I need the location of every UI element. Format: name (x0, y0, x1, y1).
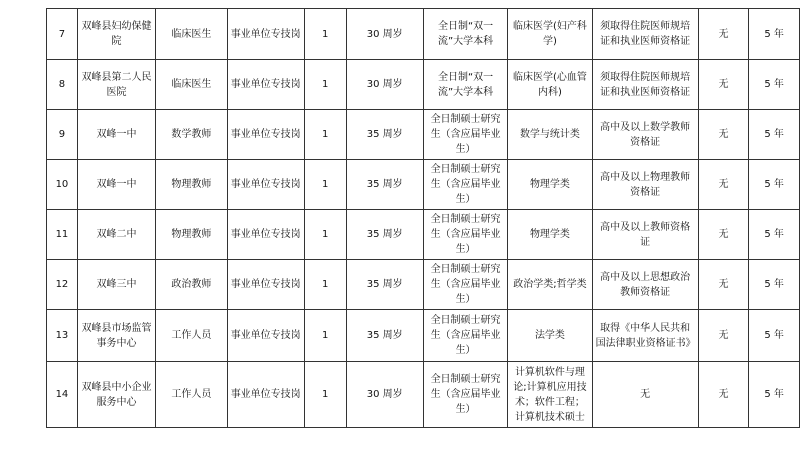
cell-service-period: 5 年 (749, 60, 800, 110)
cell-other-requirement: 无 (698, 362, 749, 428)
cell-qualification: 高中及以上教师资格证 (592, 210, 698, 260)
cell-other-requirement: 无 (698, 160, 749, 210)
cell-row-number: 10 (47, 160, 78, 210)
cell-employer: 双峰县妇幼保健院 (77, 9, 155, 60)
cell-qualification: 无 (592, 362, 698, 428)
cell-education: 全日制硕士研究生（含应届毕业生） (423, 310, 507, 362)
cell-row-number: 11 (47, 210, 78, 260)
cell-post-type: 事业单位专技岗 (227, 260, 304, 310)
cell-employer: 双峰三中 (77, 260, 155, 310)
cell-education: 全日制硕士研究生（含应届毕业生） (423, 210, 507, 260)
cell-age-limit: 35 周岁 (346, 260, 423, 310)
cell-employer: 双峰县市场监管事务中心 (77, 310, 155, 362)
cell-position: 物理教师 (156, 210, 227, 260)
cell-headcount: 1 (304, 362, 346, 428)
cell-post-type: 事业单位专技岗 (227, 210, 304, 260)
table-row (47, 60, 800, 110)
cell-other-requirement: 无 (698, 310, 749, 362)
cell-age-limit: 35 周岁 (346, 110, 423, 160)
cell-service-period: 5 年 (749, 210, 800, 260)
cell-other-requirement: 无 (698, 110, 749, 160)
cell-service-period: 5 年 (749, 362, 800, 428)
cell-age-limit: 30 周岁 (346, 60, 423, 110)
cell-age-limit: 35 周岁 (346, 210, 423, 260)
cell-post-type: 事业单位专技岗 (227, 60, 304, 110)
cell-position: 物理教师 (156, 160, 227, 210)
table-row (47, 362, 800, 428)
cell-position: 数学教师 (156, 110, 227, 160)
cell-row-number: 8 (47, 60, 78, 110)
table-body (47, 9, 800, 428)
table-row (47, 110, 800, 160)
cell-employer: 双峰县中小企业服务中心 (77, 362, 155, 428)
cell-post-type: 事业单位专技岗 (227, 160, 304, 210)
cell-major: 法学类 (508, 310, 592, 362)
table-row (47, 260, 800, 310)
cell-age-limit: 35 周岁 (346, 160, 423, 210)
cell-headcount: 1 (304, 210, 346, 260)
cell-major: 物理学类 (508, 210, 592, 260)
cell-other-requirement: 无 (698, 260, 749, 310)
cell-other-requirement: 无 (698, 60, 749, 110)
cell-age-limit: 30 周岁 (346, 9, 423, 60)
cell-major: 政治学类;哲学类 (508, 260, 592, 310)
cell-row-number: 9 (47, 110, 78, 160)
table-row (47, 9, 800, 60)
cell-employer: 双峰一中 (77, 110, 155, 160)
cell-qualification: 高中及以上思想政治教师资格证 (592, 260, 698, 310)
cell-service-period: 5 年 (749, 160, 800, 210)
cell-headcount: 1 (304, 60, 346, 110)
cell-post-type: 事业单位专技岗 (227, 362, 304, 428)
cell-position: 临床医生 (156, 60, 227, 110)
cell-row-number: 14 (47, 362, 78, 428)
cell-service-period: 5 年 (749, 310, 800, 362)
table-row (47, 310, 800, 362)
cell-education: 全日制硕士研究生（含应届毕业生） (423, 362, 507, 428)
cell-row-number: 13 (47, 310, 78, 362)
cell-qualification: 须取得住院医师规培证和执业医师资格证 (592, 9, 698, 60)
cell-row-number: 12 (47, 260, 78, 310)
cell-headcount: 1 (304, 160, 346, 210)
table-row (47, 210, 800, 260)
recruitment-table (46, 8, 800, 428)
cell-post-type: 事业单位专技岗 (227, 310, 304, 362)
cell-position: 工作人员 (156, 362, 227, 428)
cell-major: 物理学类 (508, 160, 592, 210)
cell-qualification: 高中及以上数学教师资格证 (592, 110, 698, 160)
cell-employer: 双峰一中 (77, 160, 155, 210)
cell-major: 数学与统计类 (508, 110, 592, 160)
cell-major: 临床医学(心血管内科) (508, 60, 592, 110)
cell-education: 全日制硕士研究生（含应届毕业生） (423, 110, 507, 160)
cell-qualification: 须取得住院医师规培证和执业医师资格证 (592, 60, 698, 110)
cell-post-type: 事业单位专技岗 (227, 9, 304, 60)
cell-qualification: 取得《中华人民共和国法律职业资格证书》 (592, 310, 698, 362)
cell-post-type: 事业单位专技岗 (227, 110, 304, 160)
cell-position: 临床医生 (156, 9, 227, 60)
cell-education: 全日制“双一流”大学本科 (423, 9, 507, 60)
cell-other-requirement: 无 (698, 9, 749, 60)
cell-service-period: 5 年 (749, 9, 800, 60)
recruitment-table-container (46, 8, 800, 428)
cell-major: 临床医学(妇产科学) (508, 9, 592, 60)
cell-major: 计算机软件与理论;计算机应用技术；软件工程；计算机技术硕士 (508, 362, 592, 428)
cell-education: 全日制硕士研究生（含应届毕业生） (423, 160, 507, 210)
cell-position: 工作人员 (156, 310, 227, 362)
cell-headcount: 1 (304, 110, 346, 160)
cell-employer: 双峰二中 (77, 210, 155, 260)
cell-education: 全日制“双一流”大学本科 (423, 60, 507, 110)
cell-row-number: 7 (47, 9, 78, 60)
table-row (47, 160, 800, 210)
cell-service-period: 5 年 (749, 110, 800, 160)
cell-qualification: 高中及以上物理教师资格证 (592, 160, 698, 210)
cell-employer: 双峰县第二人民医院 (77, 60, 155, 110)
cell-headcount: 1 (304, 9, 346, 60)
cell-age-limit: 35 周岁 (346, 310, 423, 362)
cell-headcount: 1 (304, 310, 346, 362)
cell-headcount: 1 (304, 260, 346, 310)
cell-service-period: 5 年 (749, 260, 800, 310)
cell-other-requirement: 无 (698, 210, 749, 260)
cell-education: 全日制硕士研究生（含应届毕业生） (423, 260, 507, 310)
cell-position: 政治教师 (156, 260, 227, 310)
cell-age-limit: 30 周岁 (346, 362, 423, 428)
